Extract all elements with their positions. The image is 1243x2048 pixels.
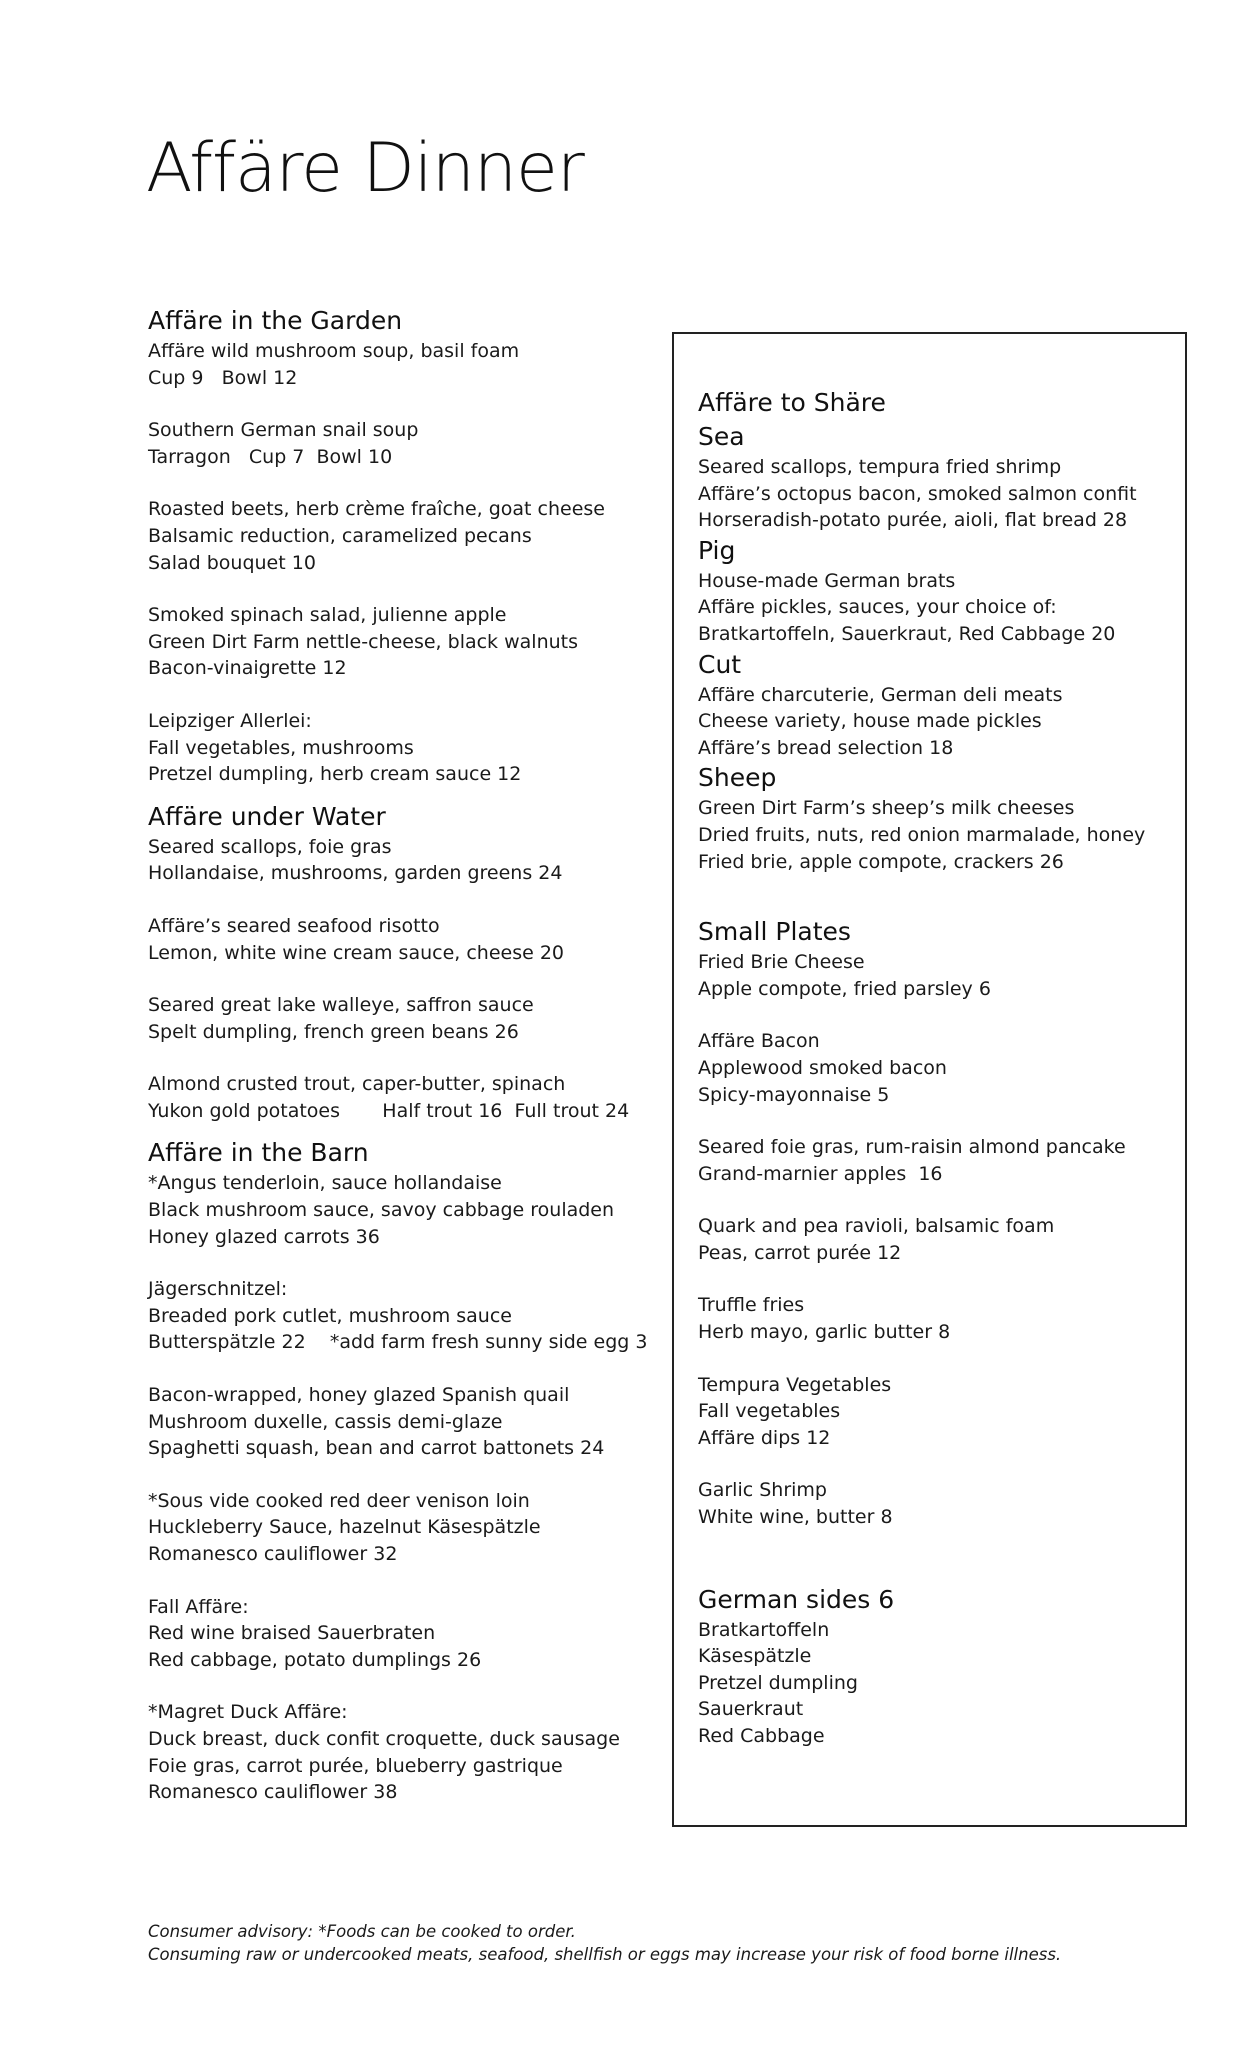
advisory-line: Consuming raw or undercooked meats, seafood, shellfish or eggs may increase your risk of food borne illness.	[148, 1945, 1062, 1964]
menu-item-line: Balsamic reduction, caramelized pecans	[148, 524, 532, 547]
share-line: Affäre charcuterie, German deli meats	[698, 683, 1063, 706]
menu-item-line: Bacon-vinaigrette 12	[148, 657, 347, 680]
share-group	[698, 420, 1168, 534]
page-title: Affäre Dinner	[146, 129, 584, 208]
menu-item-line: Huckleberry Sauce, hazelnut Käsespätzle	[148, 1516, 541, 1539]
share-box	[672, 332, 1187, 1827]
menu-item-line: Tarragon Cup 7 Bowl 10	[148, 445, 393, 468]
small-plates-heading: Small Plates	[698, 917, 851, 947]
menu-item	[148, 338, 668, 391]
share-line: Affäre pickles, sauces, your choice of:	[698, 596, 1057, 619]
menu-item-line: Smoked spinach salad, julienne apple	[148, 604, 507, 627]
menu-item-line: Almond crusted trout, caper-butter, spinach	[148, 1073, 566, 1096]
share-group-name: Sheep	[698, 763, 777, 793]
share-line: House-made German brats	[698, 569, 956, 592]
menu-item	[148, 1170, 668, 1250]
spacer	[698, 875, 1168, 915]
small-plate-line: Affäre dips 12	[698, 1426, 831, 1449]
menu-item	[148, 417, 668, 470]
small-plate-line: Fried Brie Cheese	[698, 951, 865, 974]
menu-item-line: Lemon, white wine cream sauce, cheese 20	[148, 941, 565, 964]
menu-item-line: Affäre wild mushroom soup, basil foam	[148, 340, 520, 362]
small-plate-line: Grand-marnier apples 16	[698, 1162, 943, 1185]
menu-item-line: Red wine braised Sauerbraten	[148, 1622, 436, 1645]
menu-item-line: Seared great lake walleye, saffron sauce	[148, 994, 534, 1017]
menu-item-line: *Magret Duck Affäre:	[148, 1701, 348, 1724]
small-plate-line: Affäre Bacon	[698, 1030, 820, 1053]
side-line: Käsespätzle	[698, 1645, 812, 1668]
menu-item-line: Affäre’s seared seafood risotto	[148, 914, 440, 937]
menu-item-line: Salad bouquet 10	[148, 551, 316, 574]
menu-item	[148, 1382, 668, 1462]
small-plate-line: Apple compote, fried parsley 6	[698, 977, 991, 1000]
share-group-name: Pig	[698, 535, 736, 565]
menu-item-line: Jägerschnitzel:	[148, 1278, 288, 1301]
small-plate-line: Seared foie gras, rum-raisin almond pancake	[698, 1136, 1126, 1159]
small-plate-item	[698, 1134, 1168, 1187]
share-group	[698, 761, 1168, 875]
menu-item	[148, 1071, 668, 1124]
share-line: Fried brie, apple compote, crackers 26	[698, 850, 1064, 873]
small-plate-item	[698, 1028, 1168, 1108]
menu-item-line: Mushroom duxelle, cassis demi-glaze	[148, 1410, 503, 1433]
menu-item	[148, 1276, 668, 1356]
menu-item-line: Romanesco cauliflower 38	[148, 1781, 398, 1804]
small-plate-line: Applewood smoked bacon	[698, 1056, 947, 1079]
menu-item-line: Spelt dumpling, french green beans 26	[148, 1020, 519, 1043]
share-line: Green Dirt Farm’s sheep’s milk cheeses	[698, 797, 1075, 820]
menu-item-line: Red cabbage, potato dumplings 26	[148, 1648, 482, 1671]
side-line: Sauerkraut	[698, 1698, 804, 1721]
section-heading: Affäre under Water	[148, 801, 386, 831]
small-plate-line: Peas, carrot purée 12	[698, 1241, 902, 1264]
menu-item-line: *Sous vide cooked red deer venison loin	[148, 1489, 530, 1512]
small-plate-line: Spicy-mayonnaise 5	[698, 1083, 890, 1106]
menu-item-line: Cup 9 Bowl 12	[148, 366, 298, 389]
section-heading: Affäre in the Garden	[148, 306, 403, 335]
menu-section	[148, 800, 668, 1125]
share-line: Affäre’s bread selection 18	[698, 736, 954, 759]
menu-item-line: Duck breast, duck confit croquette, duck sausage	[148, 1727, 620, 1750]
small-plate-item	[698, 949, 1168, 1002]
small-plate-line: Fall vegetables	[698, 1400, 841, 1423]
share-line: Dried fruits, nuts, red onion marmalade, honey	[698, 823, 1146, 846]
menu-item-line: Pretzel dumpling, herb cream sauce 12	[148, 763, 522, 786]
share-box-content	[698, 386, 1168, 1750]
menu-item	[148, 602, 668, 682]
menu-item-line: Romanesco cauliflower 32	[148, 1543, 398, 1565]
small-plate-item	[698, 1477, 1168, 1530]
menu-item-line: Yukon gold potatoes Half trout 16 Full trout 24	[148, 1099, 630, 1122]
menu-item-line: Bacon-wrapped, honey glazed Spanish quail	[148, 1384, 570, 1407]
menu-item	[148, 834, 668, 887]
menu-item	[148, 1699, 668, 1805]
spacer	[698, 1543, 1168, 1583]
share-line: Seared scallops, tempura fried shrimp	[698, 456, 1062, 478]
advisory-line: Consumer advisory: *Foods can be cooked to order.	[148, 1922, 576, 1941]
menu-item-line: Honey glazed carrots 36	[148, 1225, 380, 1248]
menu-item-line: Leipziger Allerlei:	[148, 709, 312, 732]
small-plate-line: Tempura Vegetables	[698, 1373, 892, 1396]
share-group-name: Sea	[698, 422, 745, 451]
sides-heading: German sides 6	[698, 1584, 895, 1614]
share-line: Horseradish-potato purée, aioli, flat bread 28	[698, 509, 1128, 532]
menu-item-line: Roasted beets, herb crème fraîche, goat cheese	[148, 498, 605, 521]
share-line: Affäre’s octopus bacon, smoked salmon confit	[698, 482, 1137, 505]
menu-section	[148, 1136, 668, 1805]
menu-item-line: Green Dirt Farm nettle-cheese, black walnuts	[148, 630, 578, 653]
menu-item	[148, 496, 668, 576]
menu-item-line: Seared scallops, foie gras	[148, 835, 392, 858]
small-plate-line: Herb mayo, garlic butter 8	[698, 1321, 951, 1344]
small-plate-item	[698, 1292, 1168, 1345]
menu-item	[148, 1594, 668, 1674]
menu-section	[148, 304, 668, 788]
side-line: Bratkartoffeln	[698, 1618, 830, 1641]
side-line: Red Cabbage	[698, 1725, 825, 1747]
share-group-name: Cut	[698, 649, 742, 679]
share-heading: Affäre to Shäre	[698, 388, 886, 417]
menu-item	[148, 1488, 668, 1568]
menu-item-line: Hollandaise, mushrooms, garden greens 24	[148, 862, 563, 885]
menu-item-line: Breaded pork cutlet, mushroom sauce	[148, 1304, 512, 1327]
menu-item-line: Spaghetti squash, bean and carrot battonets 24	[148, 1437, 605, 1460]
menu-item-line: Foie gras, carrot purée, blueberry gastrique	[148, 1754, 563, 1777]
small-plate-line: White wine, butter 8	[698, 1506, 893, 1529]
consumer-advisory	[148, 1920, 1188, 1966]
menu-item	[148, 708, 668, 788]
side-line: Pretzel dumpling	[698, 1671, 858, 1694]
small-plate-line: Truffle fries	[698, 1294, 805, 1317]
left-menu-column	[148, 304, 668, 1818]
share-group	[698, 648, 1168, 762]
share-line: Bratkartoffeln, Sauerkraut, Red Cabbage 20	[698, 622, 1116, 645]
menu-item	[148, 913, 668, 966]
section-heading: Affäre in the Barn	[148, 1138, 369, 1168]
menu-item-line: Black mushroom sauce, savoy cabbage rouladen	[148, 1199, 615, 1222]
share-line: Cheese variety, house made pickles	[698, 710, 1042, 733]
small-plate-line: Garlic Shrimp	[698, 1479, 827, 1502]
menu-item-line: Butterspätzle 22 *add farm fresh sunny side egg 3	[148, 1331, 648, 1354]
small-plate-item	[698, 1372, 1168, 1452]
menu-item-line: *Angus tenderloin, sauce hollandaise	[148, 1172, 502, 1195]
menu-item-line: Southern German snail soup	[148, 419, 419, 442]
menu-item	[148, 992, 668, 1045]
menu-item-line: Fall vegetables, mushrooms	[148, 736, 414, 759]
small-plate-item	[698, 1213, 1168, 1266]
menu-item-line: Fall Affäre:	[148, 1595, 249, 1618]
small-plate-line: Quark and pea ravioli, balsamic foam	[698, 1215, 1055, 1238]
share-group	[698, 534, 1168, 648]
